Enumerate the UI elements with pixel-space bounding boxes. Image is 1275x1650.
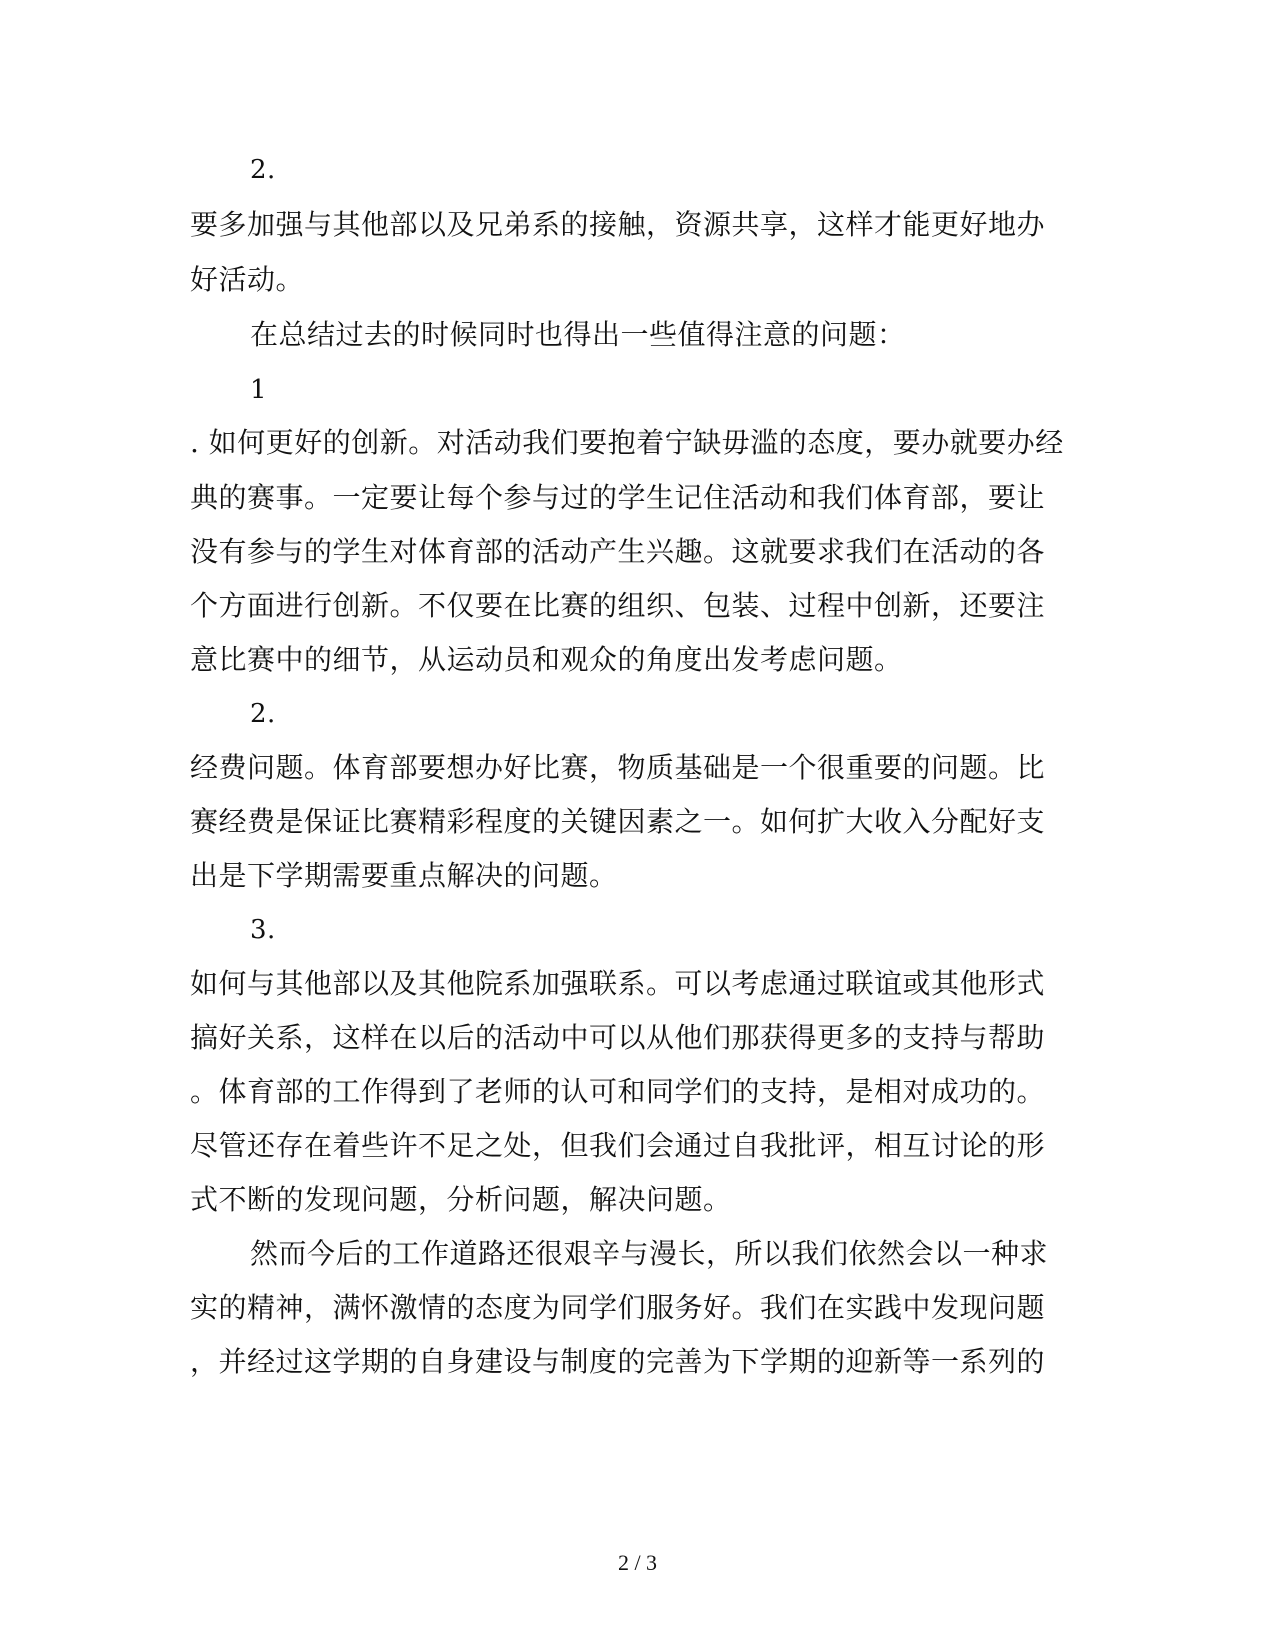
text-line: 。体育部的工作得到了老师的认可和同学们的支持，是相对成功的。 bbox=[190, 1075, 1046, 1108]
text-line: 典的赛事。一定要让每个参与过的学生记住活动和我们体育部，要让 bbox=[190, 481, 1046, 514]
text-line: . 如何更好的创新。对活动我们要抱着宁缺毋滥的态度，要办就要办经 bbox=[190, 426, 1064, 459]
text-line: 没有参与的学生对体育部的活动产生兴趣。这就要求我们在活动的各 bbox=[190, 535, 1046, 568]
page-number: 2 / 3 bbox=[617, 1550, 658, 1575]
text-line: 实的精神，满怀激情的态度为同学们服务好。我们在实践中发现问题 bbox=[190, 1291, 1046, 1324]
text-line: 式不断的发现问题，分析问题，解决问题。 bbox=[190, 1183, 732, 1216]
list-number-2: 2. bbox=[250, 699, 276, 729]
list-number-3: 3. bbox=[250, 915, 276, 945]
paragraph-start-line: 然而今后的工作道路还很艰辛与漫长，所以我们依然会以一种求 bbox=[250, 1237, 1049, 1270]
text-line: ，并经过这学期的自身建设与制度的完善为下学期的迎新等一系列的 bbox=[190, 1345, 1046, 1378]
text-line: 如何与其他部以及其他院系加强联系。可以考虑通过联谊或其他形式 bbox=[190, 967, 1046, 1000]
text-line: 好活动。 bbox=[190, 263, 305, 296]
text-line: 出是下学期需要重点解决的问题。 bbox=[190, 859, 618, 892]
text-line: 个方面进行创新。不仅要在比赛的组织、包装、过程中创新，还要注 bbox=[190, 589, 1046, 622]
text-line: 尽管还存在着些许不足之处，但我们会通过自我批评，相互讨论的形 bbox=[190, 1129, 1046, 1162]
text-line: 搞好关系，这样在以后的活动中可以从他们那获得更多的支持与帮助 bbox=[190, 1021, 1046, 1054]
text-line: 要多加强与其他部以及兄弟系的接触，资源共享，这样才能更好地办 bbox=[190, 208, 1046, 241]
text-line: 赛经费是保证比赛精彩程度的关键因素之一。如何扩大收入分配好支 bbox=[190, 805, 1046, 838]
list-number-2: 2. bbox=[250, 155, 276, 185]
section-intro-line: 在总结过去的时候同时也得出一些值得注意的问题： bbox=[250, 318, 906, 351]
text-line: 经费问题。体育部要想办好比赛，物质基础是一个很重要的问题。比 bbox=[190, 751, 1046, 784]
list-number-1: 1 bbox=[250, 375, 268, 405]
text-line: 意比赛中的细节，从运动员和观众的角度出发考虑问题。 bbox=[190, 643, 903, 676]
